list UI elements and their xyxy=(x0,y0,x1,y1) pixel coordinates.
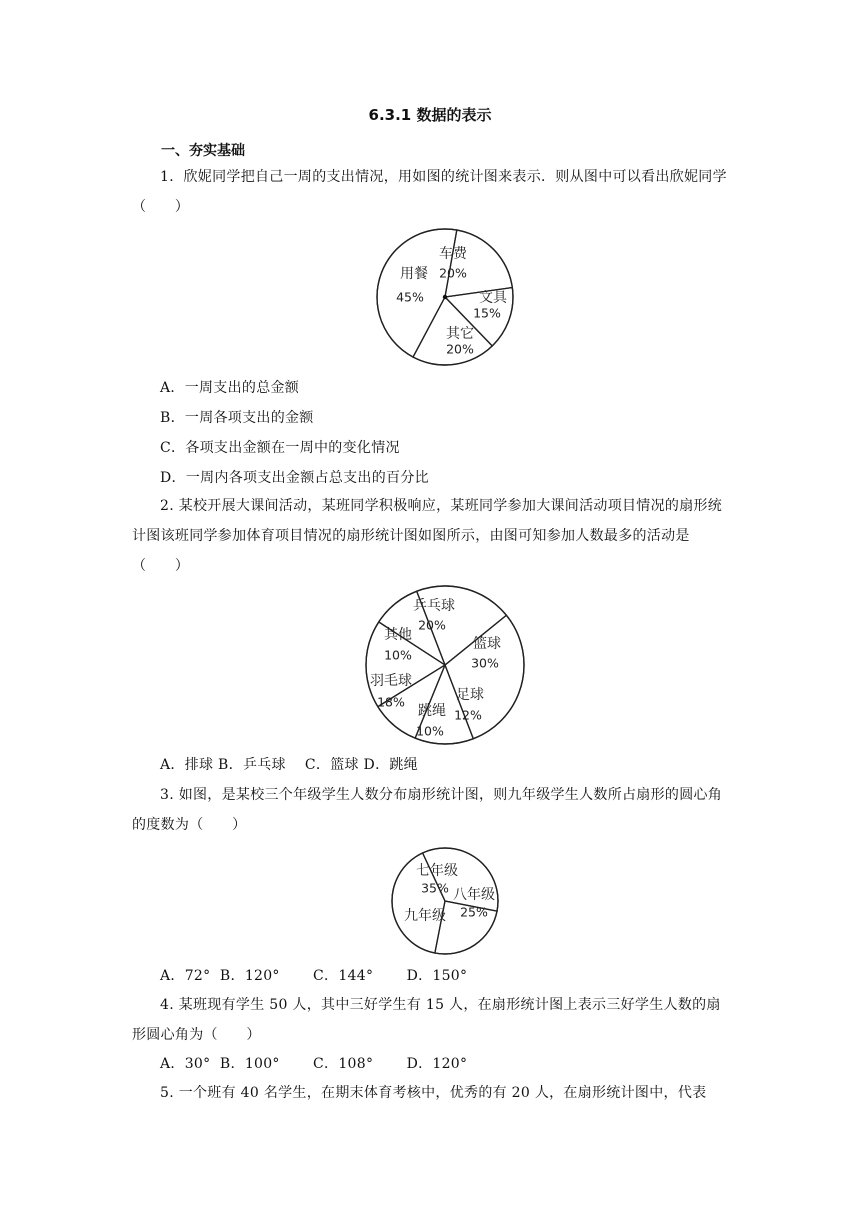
question-5-text: 5. 一个班有 40 名学生，在期末体育考核中，优秀的有 20 人，在扇形统计图中，代表 xyxy=(160,1085,707,1101)
slice-label: 文具 xyxy=(479,290,507,306)
question-4-options: A．30° B．100° C．108° D．120° xyxy=(160,1056,468,1072)
slice-label: 羽毛球 xyxy=(370,673,412,689)
slice-percent-label: 12% xyxy=(454,707,482,723)
slice-percent-label: 10% xyxy=(384,647,412,663)
slice-label: 其它 xyxy=(446,326,474,342)
pie-chart-sports xyxy=(364,584,526,746)
slice-label: 七年级 xyxy=(416,863,458,879)
question-4-text: 4. 某班现有学生 50 人，其中三好学生有 15 人，在扇形统计图上表示三好学生人数的扇形圆心角为（ ） xyxy=(132,997,721,1043)
page-title: 6.3.1 数据的表示 xyxy=(368,106,492,124)
question-1-option-b: B．一周各项支出的金额 xyxy=(160,410,314,426)
question-1-option-a: A．一周支出的总金额 xyxy=(160,380,300,396)
slice-percent-label: 10% xyxy=(416,723,444,739)
pie-chart-expenses xyxy=(374,226,516,368)
question-1-text: 1．欣妮同学把自己一周的支出情况，用如图的统计图来表示．则从图中可以看出欣妮同学（ ） xyxy=(132,169,727,215)
slice-percent-label: 18% xyxy=(377,694,405,710)
slice-percent-label: 35% xyxy=(421,880,449,896)
slice-percent-label: 30% xyxy=(471,655,499,671)
slice-percent-label: 45% xyxy=(396,289,424,305)
question-2-options: A．排球 B．乒乓球 C．篮球 D．跳绳 xyxy=(160,757,418,773)
slice-percent-label: 25% xyxy=(460,904,488,920)
slice-label: 用餐 xyxy=(400,266,428,282)
slice-label: 九年级 xyxy=(404,908,446,924)
pie-chart-grades xyxy=(390,846,500,956)
slice-label: 足球 xyxy=(456,687,484,703)
slice-label: 跳绳 xyxy=(418,703,446,719)
slice-label: 车费 xyxy=(439,246,467,262)
question-1-option-d: D．一周内各项支出金额占总支出的百分比 xyxy=(160,470,429,486)
section-heading: 一、夯实基础 xyxy=(161,143,245,159)
question-2-text: 2. 某校开展大课间活动，某班同学积极响应，某班同学参加大课间活动项目情况的扇形统计图该班同学参加体育项目情况的扇形统计图如图所示，由图可知参加人数最多的活动是（ ） xyxy=(132,498,723,574)
slice-percent-label: 20% xyxy=(418,617,446,633)
slice-label: 篮球 xyxy=(473,636,501,652)
slice-percent-label: 20% xyxy=(439,265,467,281)
slice-label: 其他 xyxy=(384,627,412,643)
question-1-option-c: C．各项支出金额在一周中的变化情况 xyxy=(160,440,400,456)
slice-percent-label: 15% xyxy=(473,305,501,321)
slice-label: 乒乓球 xyxy=(413,598,455,614)
question-3-options: A．72° B．120° C．144° D．150° xyxy=(160,968,468,984)
pie-center-dot xyxy=(443,295,447,299)
slice-percent-label: 20% xyxy=(446,341,474,357)
question-3-text: 3. 如图，是某校三个年级学生人数分布扇形统计图，则九年级学生人数所占扇形的圆心角的度数为（ ） xyxy=(132,787,723,833)
slice-label: 八年级 xyxy=(453,887,495,903)
